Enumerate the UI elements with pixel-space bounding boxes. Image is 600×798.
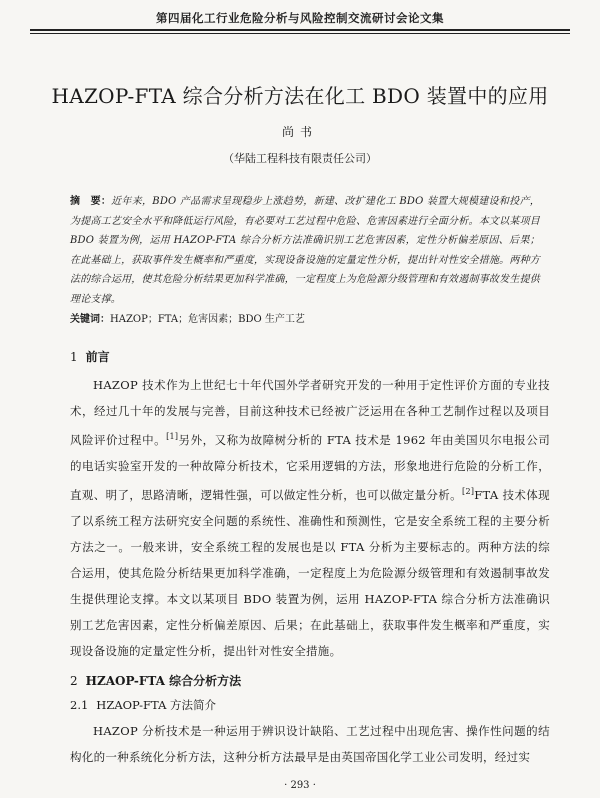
- paragraph-text: FTA 技术体现了以系统工程方法研究安全问题的系统性、准确性和预测性，它是安全系统工程的主要分析方法之一。一般来讲，安全系统工程的发展也是以 FTA 分析为主要标志的。两种方法的综合运用，使其危险分析结果更加科学准确，一定程度上为危险源分级管理和有效遏制事故发生提供理论支撑。本文以某项目 BDO 装置为例，运用 HAZOP-FTA 综合分析方法准确识别工艺危害因素，定性分析偏差原因、后果；在此基础上，获取事件发生概率和严重度，实现设备设施的定量定性分析，提出针对性安全措施。: [70, 487, 550, 658]
- abstract-text: 近年来，BDO 产品需求呈现稳步上涨趋势，新建、改扩建化工 BDO 装置大规模建设和投产，为提高工艺安全水平和降低运行风险，有必要对工艺过程中危险、危害因素进行全面分析。本文以某项目 BDO 装置为例，运用 HAZOP-FTA 综合分析方法准确识别工艺危害因素，定性分析偏差原因、后果；在此基础上，获取事件发生概率和严重度，实现设备设施的定量定性分析，提出针对性安全措施。两种方法的综合运用，使其危险分析结果更加科学准确，一定程度上为危险源分级管理和有效遏制事故发生提供理论支撑。: [70, 196, 540, 305]
- keywords-label: 关键词：: [70, 314, 110, 325]
- section-number: 1: [70, 350, 78, 364]
- paper-title: HAZOP-FTA 综合分析方法在化工 BDO 装置中的应用: [51, 84, 549, 108]
- section-2-1-paragraph: [70, 718, 550, 770]
- paragraph-text: HAZOP 技术作为上世纪七十年代国外学者研究开发的一种用于定性评价方面的专业技术，经过几十年的发展与完善，目前这种技术已经被广泛运用在各种工艺制作过程以及项目风险评价过程中。: [70, 378, 550, 447]
- citation-ref: [2]: [462, 486, 475, 496]
- subsection-heading-2-1: [70, 697, 216, 713]
- author-name: 尚书: [281, 125, 318, 139]
- section-heading-1: [70, 348, 110, 365]
- paragraph-text: HAZOP 分析技术是一种运用于辨识设计缺陷、工艺过程中出现危害、操作性问题的结构化的一种系统化分析方法，这种分析方法最早是由英国帝国化学工业公司发明，经过实: [70, 724, 550, 764]
- section-title: 前言: [85, 350, 110, 364]
- subsection-title: HZAOP-FTA 方法简介: [96, 698, 217, 712]
- keywords-text: HAZOP；FTA；危害因素；BDO 生产工艺: [110, 314, 305, 325]
- abstract: [70, 192, 540, 309]
- running-header: 第四届化工行业危险分析与风险控制交流研讨会论文集: [30, 10, 570, 31]
- abstract-label: 摘 要：: [70, 196, 112, 207]
- section-number: 2: [70, 674, 78, 688]
- page-number: · 293 ·: [284, 780, 316, 791]
- subsection-number: 2.1: [70, 698, 89, 712]
- citation-ref: [1]: [166, 432, 179, 441]
- section-title: HZAOP-FTA 综合分析方法: [85, 674, 242, 688]
- section-heading-2: [70, 672, 241, 689]
- author-affiliation: （华陆工程科技有限责任公司）: [223, 152, 377, 165]
- section-1-paragraph: [70, 372, 551, 658]
- keywords: [70, 310, 540, 325]
- paragraph-text: 另外，又称为故障树分析的 FTA 技术是 1962 年由美国贝尔电报公司的电话实验室开发的一种故障分析技术，它采用逻辑的方法，形象地进行危险的分析工作，直观、明了，思路清晰，逻辑性强，可以做定性分析，也可以做定量分析。: [70, 432, 551, 502]
